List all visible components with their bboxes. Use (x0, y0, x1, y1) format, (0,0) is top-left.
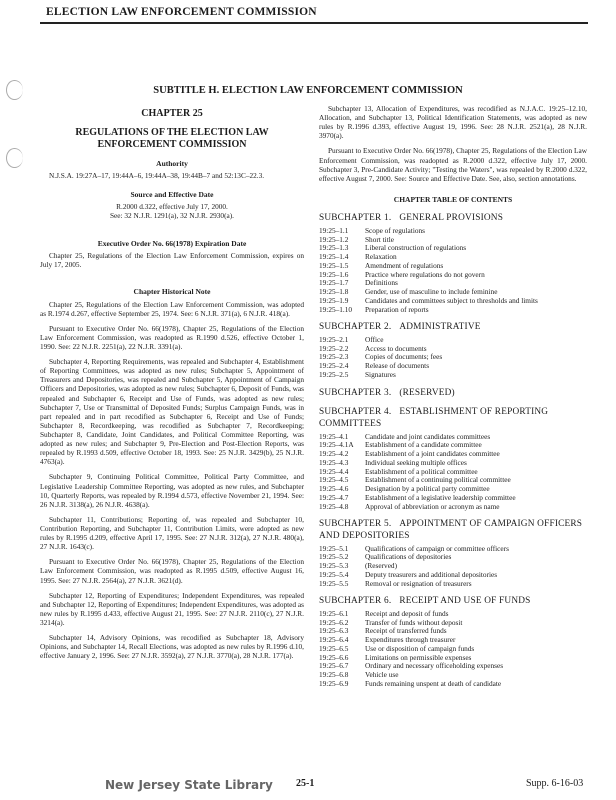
section-number: 19:25–1.1 (319, 225, 349, 235)
section-number: 19:25–4.1A (319, 440, 354, 450)
section-title: Use or disposition of campaign funds (365, 643, 475, 653)
exec-order-text: Chapter 25, Regulations of the Election Law Enforcement Commission, expires on July 17, 2005. (40, 250, 304, 270)
section-title: Liberal construction of regulations (365, 243, 467, 253)
section-title: Establishment of a candidate committee (365, 440, 482, 450)
history-paragraph: Subchapter 11, Contributions; Reporting of, was repealed and Subchapter 10, Contribution Reporting, and Subchapter 11, Contribution Limits, were adopted as new rules by R.1995 d.209, effective April 17, 1995. See: 27 N.J.R. 312(a), 27 N.J.R. 480(a), 27 N.J.R. 1643(c). (40, 514, 304, 552)
subchapter-title: APPOINTMENT OF CAMPAIGN OFFICERS AND DEPOSITORIES (319, 519, 583, 541)
subchapter-title: (RESERVED) (399, 387, 455, 398)
history-paragraph: Pursuant to Executive Order No. 66(1978), Chapter 25, Regulations of the Election Law Enforcement Commission, was readopted as R.1990 d.526, effective October 1, 1990. See: 22 N.J.R. 2251(a), 22 N.J.R. 3391(a). (40, 323, 304, 351)
toc-entry (319, 253, 587, 262)
section-number: 19:25–4.7 (319, 492, 349, 502)
history-paragraph: Subchapter 4, Reporting Requirements, was repealed and Subchapter 4, Establishment of Reporting Committees, was adopted as new rules; Subchapter 5, Appointment of Treasurers and Depositories, was repealed and Subchapter 5, Appointment of Campaign Officers and Depositories, was adopted as new rules; Subchapter 6, Deposit of Funds, was repealed and Subchapter 6, Receipt and Use of Funds, was adopted as new rules; Subchapter 7, Use or Transmittal of Deposited Funds; Surplus Campaign Funds, was in part repealed and in part recodified as Subchapter 6, Receipt and Use of Funds; Subchapter 8, Recordkeeping, was recodified as Subchapter 7, Recordkeeping; Subchapter 8, Candidate, Joint Candidates, and Political Committee Reporting, was adopted as new rules; and Subchapter 9, Pre-Election and Post-Election Reports, was repealed by R.1993 d.509, effective October 18, 1993. See: 25 N.J.R. 3429(b), 25 N.J.R. 4763(a). (40, 357, 304, 467)
section-number: 19:25–6.6 (319, 652, 349, 662)
section-number: 19:25–6.1 (319, 608, 349, 618)
history-paragraph: Pursuant to Executive Order No. 66(1978), Chapter 25, Regulations of the Election Law Enforcement Commission, was readopted as R.1995 d.509, effective August 16, 1995. See: 27 N.J.R. 2564(a), 27 N.J.R. 3621(d). (40, 557, 304, 585)
section-title: Relaxation (365, 252, 397, 262)
right-paragraphs (319, 104, 587, 183)
section-number: 19:25–6.4 (319, 635, 349, 645)
section-title: Establishment of a legislative leadership committee (365, 492, 516, 502)
subchapter-label: SUBCHAPTER 4. (319, 407, 392, 418)
section-title: Establishment of a joint candidates committee (365, 449, 500, 459)
binder-hole-mark (6, 148, 23, 168)
section-number: 19:25–1.3 (319, 243, 349, 253)
subchapter-label: SUBCHAPTER 2. (319, 322, 392, 333)
exec-order-heading: Executive Order No. 66(1978) Expiration Date (97, 238, 247, 248)
section-title: Candidate and joint candidates committees (365, 431, 491, 441)
section-number: 19:25–4.1 (319, 431, 349, 441)
section-title: Scope of regulations (365, 225, 425, 235)
authority-heading: Authority (156, 158, 188, 168)
left-column (40, 104, 304, 666)
page-number: 25-1 (296, 778, 315, 789)
header-rule (40, 22, 588, 24)
section-number: 19:25–1.4 (319, 252, 349, 262)
section-title: Signatures (365, 369, 396, 379)
toc-entry (319, 336, 587, 345)
section-number: 19:25–6.2 (319, 617, 349, 627)
section-title: (Reserved) (365, 561, 398, 571)
history-paragraph: Chapter 25, Regulations of the Election Law Enforcement Commission, was adopted as R.1974 d.267, effective September 25, 1974. See: 6 N.J.R. 371(a), 6 N.J.R. 418(a). (40, 299, 304, 318)
section-title: Receipt and deposit of funds (365, 608, 449, 618)
toc-entry (319, 353, 587, 362)
toc-entry (319, 553, 587, 562)
section-title: Expenditures through treasurer (365, 635, 456, 645)
source-heading: Source and Effective Date (130, 189, 214, 199)
section-title: Qualifications of campaign or committee officers (365, 543, 509, 553)
section-title: Amendment of regulations (365, 260, 444, 270)
section-number: 19:25–6.3 (319, 626, 349, 636)
section-title: Qualifications of depositories (365, 552, 452, 562)
subchapter-label: SUBCHAPTER 5. (319, 519, 392, 530)
toc-heading: CHAPTER TABLE OF CONTENTS (393, 194, 513, 204)
section-number: 19:25–1.7 (319, 278, 349, 288)
section-title: Definitions (365, 278, 398, 288)
authority-text: N.J.S.A. 19:27A–17, 19:44A–6, 19:44A–38, 19:44B–7 and 52:13C–22.3. (49, 170, 265, 180)
toc-entry (319, 662, 587, 671)
historical-note (40, 300, 304, 661)
section-number: 19:25–6.8 (319, 670, 349, 680)
toc-entry (319, 580, 587, 589)
chapter-title: REGULATIONS OF THE ELECTION LAW ENFORCEMENT COMMISSION (75, 126, 269, 150)
section-title: Ordinary and necessary officeholding expenses (365, 661, 504, 671)
subchapter-heading (319, 322, 587, 334)
source-line: R.2000 d.322, effective July 17, 2000. (116, 202, 228, 212)
section-number: 19:25–5.5 (319, 578, 349, 588)
section-number: 19:25–2.5 (319, 369, 349, 379)
source-line: See: 32 N.J.R. 1291(a), 32 N.J.R. 2930(a). (109, 211, 235, 221)
section-title: Access to documents (365, 343, 427, 353)
section-number: 19:25–4.6 (319, 484, 349, 494)
table-of-contents (319, 213, 587, 688)
toc-entry (319, 619, 587, 628)
history-paragraph: Subchapter 9, Continuing Political Committee, Political Party Committee, and Legislative Leadership Committee Reporting, was adopted as new rules, and Subchapter 10, Quarterly Reports, was repealed by R.1994 d.573, effective November 21, 1994. See: 26 N.J.R. 3138(a), 26 N.J.R. 4638(a). (40, 472, 304, 509)
subchapter-title: GENERAL PROVISIONS (399, 213, 504, 224)
section-number: 19:25–2.1 (319, 334, 349, 344)
library-stamp: New Jersey State Library (105, 778, 273, 792)
section-title: Office (365, 334, 384, 344)
subchapter-title: RECEIPT AND USE OF FUNDS (399, 596, 531, 607)
toc-entry (319, 371, 587, 380)
section-number: 19:25–1.5 (319, 260, 349, 270)
subchapter-title: ESTABLISHMENT OF REPORTING COMMITTEES (319, 407, 549, 429)
section-title: Deputy treasurers and additional depositories (365, 569, 498, 579)
section-number: 19:25–6.7 (319, 661, 349, 671)
section-title: Individual seeking multiple offices (365, 457, 467, 467)
section-title: Short title (365, 234, 394, 244)
toc-entry (319, 227, 587, 236)
toc-entry (319, 297, 587, 306)
section-number: 19:25–4.3 (319, 457, 349, 467)
section-number: 19:25–1.2 (319, 234, 349, 244)
section-title: Vehicle use (365, 670, 399, 680)
section-title: Transfer of funds without deposit (365, 617, 463, 627)
section-title: Limitations on permissible expenses (365, 652, 472, 662)
section-title: Preparation of reports (365, 304, 429, 314)
section-number: 19:25–1.9 (319, 295, 349, 305)
section-number: 19:25–6.5 (319, 643, 349, 653)
section-number: 19:25–4.4 (319, 466, 349, 476)
section-title: Approval of abbreviation or acronym as name (365, 501, 500, 511)
subchapter-title: ADMINISTRATIVE (399, 322, 481, 333)
right-column (319, 104, 587, 689)
subchapter-heading (319, 388, 587, 400)
running-header: ELECTION LAW ENFORCEMENT COMMISSION (46, 6, 317, 18)
historical-note-heading: Chapter Historical Note (133, 287, 211, 297)
section-title: Establishment of a continuing political committee (365, 475, 511, 485)
subchapter-label: SUBCHAPTER 6. (319, 596, 392, 607)
section-number: 19:25–4.2 (319, 449, 349, 459)
toc-entry (319, 345, 587, 354)
section-number: 19:25–4.8 (319, 501, 349, 511)
section-title: Release of documents (365, 361, 430, 371)
section-title: Practice where regulations do not govern (365, 269, 485, 279)
toc-entry (319, 244, 587, 253)
toc-entry (319, 680, 587, 689)
section-title: Establishment of a political committee (365, 466, 478, 476)
subchapter-heading (319, 519, 587, 542)
section-number: 19:25–4.5 (319, 475, 349, 485)
section-number: 19:25–2.3 (319, 352, 349, 362)
section-title: Designation by a political party committee (365, 484, 490, 494)
section-number: 19:25–2.4 (319, 361, 349, 371)
subchapter-label: SUBCHAPTER 1. (319, 213, 392, 224)
section-number: 19:25–5.4 (319, 569, 349, 579)
section-number: 19:25–5.3 (319, 561, 349, 571)
section-title: Copies of documents; fees (365, 352, 443, 362)
section-number: 19:25–1.6 (319, 269, 349, 279)
right-paragraph: Pursuant to Executive Order No. 66(1978), Chapter 25, Regulations of the Election Law Enforcement Commission, was readopted as R.2000 d.322, effective July 17, 2000. Subchapter 3, Pre-Candidate Activity; "Testing the Waters", was repealed by R.2000 d.322, effective August 7, 2000. See: Source and Effective Date. See, also, section annotations. (319, 146, 587, 183)
toc-entry (319, 362, 587, 371)
right-paragraph: Subchapter 13, Allocation of Expenditures, was recodified as N.J.A.C. 19:25–12.10, Allocation, and Subchapter 13, Political Identification Statements, was adopted as new rules by R.1996 d.393, effective August 19, 1996. See: 28 N.J.R. 2521(a), 28 N.J.R. 3970(a). (319, 104, 587, 141)
section-number: 19:25–2.2 (319, 343, 349, 353)
section-number: 19:25–1.10 (319, 304, 353, 314)
history-paragraph: Subchapter 14, Advisory Opinions, was recodified as Subchapter 18, Advisory Opinions, and Subchapter 14, Recall Elections, was adopted as new rules by R.1996 d.10, effective January 2, 1996. See: 27 N.J.R. 3592(a), 27 N.J.R. 3770(a), 28 N.J.R. 177(a). (40, 633, 304, 661)
subtitle: SUBTITLE H. ELECTION LAW ENFORCEMENT COMMISSION (153, 85, 463, 96)
section-number: 19:25–6.9 (319, 678, 349, 688)
history-paragraph: Subchapter 12, Reporting of Expenditures; Independent Expenditures, was repealed and Subchapter 12, Reporting of Expenditures; Independent Expenditures, was adopted as new rules by R.1995 d.433, effective August 21, 1995. See: 27 N.J.R. 2110(c), 27 N.J.R. 3214(a). (40, 590, 304, 627)
subchapter-heading (319, 407, 587, 430)
section-title: Candidates and committees subject to thresholds and limits (365, 295, 538, 305)
subchapter-heading (319, 213, 587, 225)
section-title: Gender, use of masculine to include feminine (365, 287, 498, 297)
toc-entry (319, 271, 587, 280)
chapter-number: CHAPTER 25 (141, 108, 203, 119)
section-title: Funds remaining unspent at death of candidate (365, 678, 502, 688)
toc-entry (319, 306, 587, 315)
toc-entry (319, 503, 587, 512)
section-number: 19:25–1.8 (319, 287, 349, 297)
subchapter-label: SUBCHAPTER 3. (319, 387, 392, 398)
subchapter-heading (319, 596, 587, 608)
section-number: 19:25–5.1 (319, 543, 349, 553)
section-number: 19:25–5.2 (319, 552, 349, 562)
section-title: Removal or resignation of treasurers (365, 578, 472, 588)
toc-entry (319, 545, 587, 554)
supplement-date: Supp. 6-16-03 (526, 778, 584, 789)
section-title: Receipt of transferred funds (365, 626, 447, 636)
